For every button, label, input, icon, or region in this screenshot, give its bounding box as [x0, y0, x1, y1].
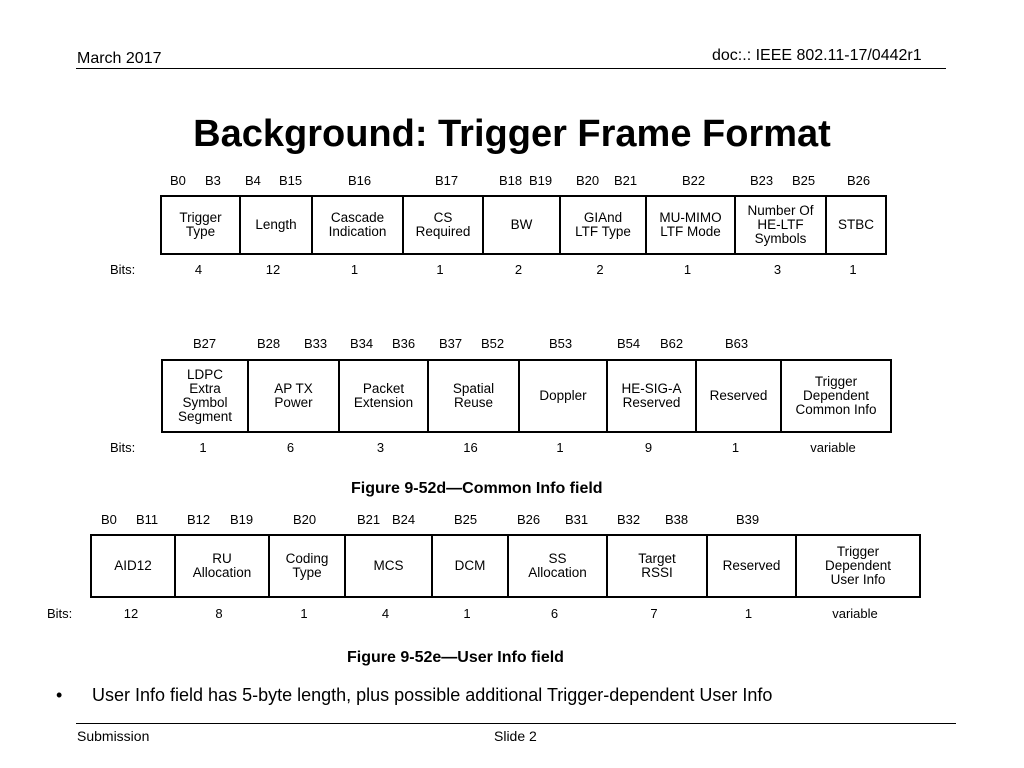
slide-title: Background: Trigger Frame Format: [193, 113, 831, 155]
field-name: STBC: [837, 217, 874, 232]
bit-position-label: B27: [193, 336, 217, 351]
bit-position-label: B32: [617, 512, 641, 527]
field-row: [90, 534, 921, 598]
field-name: SS Allocation: [528, 551, 587, 580]
bit-position-label: B25: [454, 512, 478, 527]
bit-position-label: B0: [170, 173, 186, 188]
bit-position-label: B63: [725, 336, 749, 351]
field-name: CS Required: [415, 210, 471, 239]
bit-position-label: B37: [439, 336, 463, 351]
field-row: [160, 195, 887, 255]
field-name: Trigger Dependent User Info: [824, 544, 892, 587]
field-name: Length: [255, 217, 297, 232]
field-cell: [162, 197, 239, 253]
field-bit-count: 4: [194, 262, 203, 277]
bit-position-label: B23: [750, 173, 774, 188]
field-cell: [174, 536, 268, 596]
footer-divider: [76, 723, 956, 724]
field-name: HE-SIG-A Reserved: [621, 381, 682, 410]
field-name: MU-MIMO LTF Mode: [659, 210, 722, 239]
field-bit-count: 4: [381, 606, 390, 621]
field-name: MCS: [373, 558, 404, 573]
bit-position-label: B17: [435, 173, 459, 188]
field-name: Trigger Type: [179, 210, 222, 239]
field-bit-count: 3: [376, 440, 385, 455]
field-bit-count: 1: [300, 606, 308, 621]
field-bit-count: 6: [286, 440, 295, 455]
field-name: DCM: [454, 558, 486, 573]
field-cell: [311, 197, 402, 253]
field-cell: [795, 536, 919, 596]
field-bit-count: 1: [199, 440, 207, 455]
field-cell: [518, 361, 606, 431]
field-name: Coding Type: [285, 551, 329, 580]
field-bit-count: 1: [744, 606, 753, 621]
field-cell: [695, 361, 780, 431]
bits-row-label: Bits:: [110, 440, 136, 455]
bit-position-label: B18: [499, 173, 523, 188]
field-cell: [606, 361, 695, 431]
field-cell: [247, 361, 338, 431]
bit-position-label: B20: [293, 512, 317, 527]
field-cell: [507, 536, 606, 596]
bits-row-label: Bits:: [47, 606, 73, 621]
field-name: Spatial Reuse: [452, 381, 495, 410]
field-bit-count: 12: [265, 262, 281, 277]
field-cell: [427, 361, 518, 431]
bit-position-label: B12: [187, 512, 211, 527]
bit-position-label: B25: [792, 173, 816, 188]
field-cell: [92, 536, 174, 596]
header-date: March 2017: [77, 50, 162, 67]
field-row: [161, 359, 892, 433]
field-bit-count: 1: [731, 440, 740, 455]
field-bit-count: 12: [123, 606, 139, 621]
bit-position-label: B22: [682, 173, 706, 188]
bit-position-label: B26: [847, 173, 871, 188]
field-cell: [706, 536, 795, 596]
bit-position-label: B53: [549, 336, 573, 351]
field-name: GIAnd LTF Type: [575, 210, 631, 239]
bit-position-label: B21: [357, 512, 381, 527]
bit-position-label: B34: [350, 336, 374, 351]
bit-position-label: B36: [392, 336, 416, 351]
field-cell: [734, 197, 825, 253]
bit-position-label: B38: [665, 512, 689, 527]
field-name: AID12: [114, 558, 152, 573]
field-bit-count: 16: [463, 440, 478, 455]
bit-position-label: B31: [565, 512, 589, 527]
bit-position-label: B24: [392, 512, 416, 527]
field-cell: [338, 361, 427, 431]
field-cell: [645, 197, 734, 253]
bit-position-label: B3: [205, 173, 221, 188]
field-bit-count: 3: [773, 262, 782, 277]
field-name: Trigger Dependent Common Info: [795, 374, 877, 417]
bits-row-label: Bits:: [110, 262, 136, 277]
bit-position-label: B19: [529, 173, 553, 188]
field-cell: [559, 197, 645, 253]
field-name: Doppler: [539, 388, 587, 403]
bit-position-label: B52: [481, 336, 505, 351]
field-bit-count: 1: [849, 262, 857, 277]
bit-position-label: B0: [101, 512, 117, 527]
header-doc-id: doc:.: IEEE 802.11-17/0442r1: [712, 47, 922, 64]
field-cell: [268, 536, 344, 596]
bit-position-label: B21: [614, 173, 638, 188]
bit-position-label: B19: [230, 512, 254, 527]
field-bit-count: 2: [514, 262, 523, 277]
field-bit-count: 1: [350, 262, 359, 277]
bit-position-label: B11: [136, 512, 159, 527]
bit-position-label: B4: [245, 173, 261, 188]
bit-position-label: B33: [304, 336, 328, 351]
field-name: Target RSSI: [638, 551, 676, 580]
bit-position-label: B54: [617, 336, 641, 351]
bit-position-label: B16: [348, 173, 372, 188]
field-cell: [482, 197, 559, 253]
footer-submission: Submission: [77, 728, 150, 744]
field-bit-count: 8: [215, 606, 223, 621]
field-bit-count: 2: [596, 262, 604, 277]
bit-position-label: B15: [279, 173, 303, 188]
bit-position-label: B39: [736, 512, 760, 527]
field-bit-count: 1: [463, 606, 471, 621]
bullet-text: User Info field has 5-byte length, plus possible additional Trigger-dependent User Info: [92, 685, 773, 705]
field-name: Reserved: [722, 558, 781, 573]
field-bit-count: 1: [683, 262, 692, 277]
field-name: Cascade Indication: [328, 210, 387, 239]
field-name: AP TX Power: [274, 381, 313, 410]
field-bit-count: 7: [650, 606, 658, 621]
field-name: Packet Extension: [353, 381, 414, 410]
footer-slide-number: Slide 2: [494, 728, 537, 744]
field-name: Reserved: [709, 388, 768, 403]
figure-caption-common-info: Figure 9-52d—Common Info field: [351, 480, 603, 497]
field-name: RU Allocation: [192, 551, 252, 580]
field-cell: [239, 197, 311, 253]
field-cell: [402, 197, 482, 253]
field-cell: [163, 361, 247, 431]
field-bit-count: 1: [556, 440, 564, 455]
bit-position-label: B26: [517, 512, 541, 527]
field-cell: [344, 536, 431, 596]
bit-position-label: B62: [660, 336, 684, 351]
field-cell: [780, 361, 890, 431]
field-bit-count: 1: [436, 262, 444, 277]
bit-position-label: B28: [257, 336, 281, 351]
field-name: Number Of HE-LTF Symbols: [747, 203, 814, 246]
field-bit-count: variable: [810, 440, 856, 455]
header-divider: [76, 68, 946, 69]
field-name: LDPC Extra Symbol Segment: [177, 367, 233, 424]
field-bit-count: 6: [550, 606, 559, 621]
figure-caption-user-info: Figure 9-52e—User Info field: [347, 649, 564, 666]
field-bit-count: variable: [832, 606, 878, 621]
field-cell: [431, 536, 507, 596]
field-cell: [825, 197, 885, 253]
field-name: BW: [510, 217, 533, 232]
bullet-marker: •: [56, 685, 63, 705]
bit-position-label: B20: [576, 173, 600, 188]
field-bit-count: 9: [644, 440, 653, 455]
field-cell: [606, 536, 706, 596]
